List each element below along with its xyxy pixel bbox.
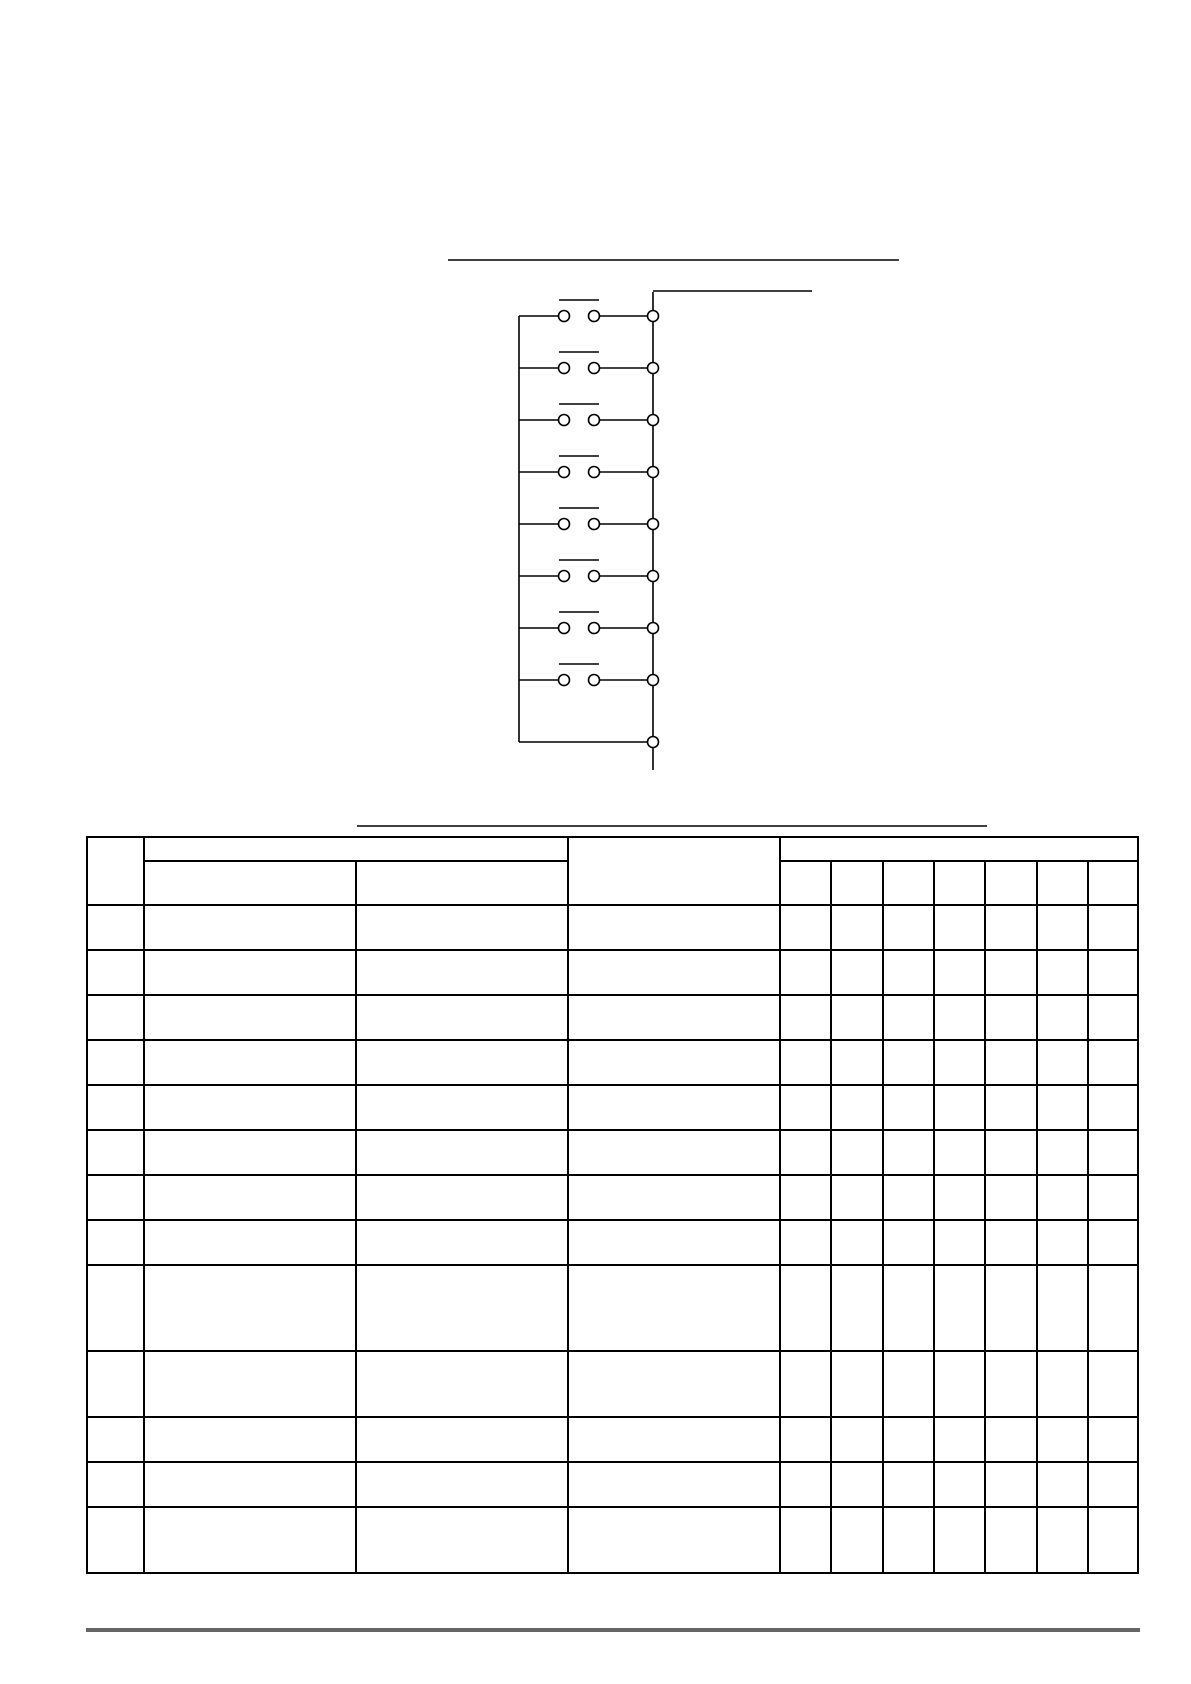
switch-contact (559, 623, 570, 634)
switch-contact (559, 519, 570, 530)
header-d-sub (1037, 861, 1088, 905)
row-b-cell (356, 1417, 568, 1462)
row-d-cell (831, 905, 883, 950)
switch-contact (559, 467, 570, 478)
row-d-cell (780, 1417, 831, 1462)
row-d-cell (831, 995, 883, 1040)
row-d-cell (1037, 995, 1088, 1040)
row-b-cell (356, 995, 568, 1040)
row-d-cell (985, 1507, 1037, 1573)
row-d-cell (934, 1417, 985, 1462)
row-d-cell (780, 1265, 831, 1351)
row-d-cell (883, 1085, 934, 1130)
terminal (648, 675, 659, 686)
row-a-cell (144, 1085, 356, 1130)
pushbutton-switch (519, 560, 659, 582)
row-b-cell (356, 1351, 568, 1417)
row-d-cell (831, 950, 883, 995)
row-a-cell (144, 1220, 356, 1265)
row-d-cell (780, 1351, 831, 1417)
table-row (87, 905, 1138, 950)
row-c-cell (568, 950, 780, 995)
pushbutton-switch (519, 664, 659, 686)
row-d-cell (1088, 1417, 1138, 1462)
row-a-cell (144, 995, 356, 1040)
row-d-cell (1088, 950, 1138, 995)
row-d-cell (883, 1417, 934, 1462)
pushbutton-switch (519, 508, 659, 530)
header-d-sub (780, 861, 831, 905)
row-d-cell (934, 1351, 985, 1417)
terminal (648, 467, 659, 478)
row-d-cell (1088, 1265, 1138, 1351)
row-d-cell (883, 1265, 934, 1351)
header-d-sub (985, 861, 1037, 905)
row-d-cell (1088, 905, 1138, 950)
footer-rule (86, 1628, 1140, 1632)
row-d-cell (780, 1462, 831, 1507)
wiring-diagram (0, 0, 1191, 800)
terminal (648, 415, 659, 426)
row-b-cell (356, 1462, 568, 1507)
row-no-cell (87, 1351, 144, 1417)
io-assignment-table (86, 836, 1139, 1574)
switch-contact (589, 467, 600, 478)
pushbutton-switch (519, 404, 659, 426)
switch-contact (559, 363, 570, 374)
switch-contact (589, 363, 600, 374)
row-d-cell (1037, 1220, 1088, 1265)
row-c-cell (568, 905, 780, 950)
header-group-d (780, 837, 1138, 861)
row-d-cell (883, 905, 934, 950)
row-d-cell (934, 1220, 985, 1265)
pushbutton-switch (519, 300, 659, 322)
header-d-sub (1088, 861, 1138, 905)
row-b-cell (356, 1507, 568, 1573)
row-no-cell (87, 950, 144, 995)
row-d-cell (1088, 1175, 1138, 1220)
row-d-cell (1088, 995, 1138, 1040)
row-d-cell (1088, 1462, 1138, 1507)
row-d-cell (934, 1130, 985, 1175)
table-row (87, 950, 1138, 995)
row-no-cell (87, 1507, 144, 1573)
row-d-cell (883, 1040, 934, 1085)
row-a-cell (144, 1507, 356, 1573)
row-d-cell (1088, 1130, 1138, 1175)
row-d-cell (831, 1130, 883, 1175)
row-d-cell (934, 1085, 985, 1130)
row-d-cell (1037, 1417, 1088, 1462)
table-row (87, 995, 1138, 1040)
row-d-cell (883, 1130, 934, 1175)
row-d-cell (934, 1462, 985, 1507)
switch-array (519, 300, 659, 686)
row-c-cell (568, 1040, 780, 1085)
row-no-cell (87, 1130, 144, 1175)
header-d-sub (831, 861, 883, 905)
row-d-cell (1037, 1085, 1088, 1130)
row-c-cell (568, 995, 780, 1040)
row-d-cell (985, 1265, 1037, 1351)
row-d-cell (780, 1040, 831, 1085)
table-row (87, 1085, 1138, 1130)
row-d-cell (831, 1175, 883, 1220)
switch-contact (559, 415, 570, 426)
row-d-cell (1037, 1351, 1088, 1417)
table-row (87, 1417, 1138, 1462)
row-d-cell (1088, 1351, 1138, 1417)
row-d-cell (780, 995, 831, 1040)
switch-contact (559, 311, 570, 322)
row-d-cell (831, 1265, 883, 1351)
header-group-a (144, 837, 568, 861)
row-c-cell (568, 1417, 780, 1462)
header-d-sub (883, 861, 934, 905)
terminal (648, 571, 659, 582)
row-a-cell (144, 950, 356, 995)
table-row (87, 1265, 1138, 1351)
row-d-cell (883, 1507, 934, 1573)
row-c-cell (568, 1130, 780, 1175)
row-d-cell (1037, 1130, 1088, 1175)
table-row (87, 1040, 1138, 1085)
row-d-cell (780, 1130, 831, 1175)
row-b-cell (356, 1220, 568, 1265)
table-row (87, 1351, 1138, 1417)
row-d-cell (1037, 1265, 1088, 1351)
table-row (87, 1220, 1138, 1265)
row-d-cell (985, 1220, 1037, 1265)
row-d-cell (985, 995, 1037, 1040)
header-group-a-sub1 (144, 861, 356, 905)
row-b-cell (356, 1040, 568, 1085)
row-d-cell (1088, 1040, 1138, 1085)
row-d-cell (934, 950, 985, 995)
row-c-cell (568, 1351, 780, 1417)
row-a-cell (144, 1462, 356, 1507)
pushbutton-switch (519, 352, 659, 374)
row-d-cell (1037, 1175, 1088, 1220)
pushbutton-switch (519, 456, 659, 478)
row-d-cell (1037, 950, 1088, 995)
row-d-cell (985, 1462, 1037, 1507)
row-d-cell (985, 1040, 1037, 1085)
row-d-cell (985, 950, 1037, 995)
terminal (648, 311, 659, 322)
row-a-cell (144, 1417, 356, 1462)
row-d-cell (1037, 1462, 1088, 1507)
row-no-cell (87, 1220, 144, 1265)
table-row (87, 1507, 1138, 1573)
row-c-cell (568, 1085, 780, 1130)
row-d-cell (934, 1175, 985, 1220)
row-a-cell (144, 905, 356, 950)
common-terminal (648, 737, 659, 748)
row-d-cell (780, 1175, 831, 1220)
switch-contact (589, 415, 600, 426)
row-c-cell (568, 1175, 780, 1220)
header-col-c (568, 837, 780, 905)
row-d-cell (780, 1220, 831, 1265)
switch-contact (589, 311, 600, 322)
row-d-cell (780, 950, 831, 995)
row-a-cell (144, 1130, 356, 1175)
row-d-cell (883, 1220, 934, 1265)
row-d-cell (883, 1175, 934, 1220)
row-no-cell (87, 1265, 144, 1351)
row-d-cell (1037, 905, 1088, 950)
row-d-cell (934, 1040, 985, 1085)
row-b-cell (356, 1130, 568, 1175)
header-d-sub (934, 861, 985, 905)
table-header-row-1 (87, 837, 1138, 861)
row-b-cell (356, 905, 568, 950)
header-no (87, 837, 144, 905)
row-no-cell (87, 905, 144, 950)
switch-contact (559, 675, 570, 686)
row-d-cell (883, 1351, 934, 1417)
row-d-cell (985, 1175, 1037, 1220)
row-d-cell (934, 1265, 985, 1351)
row-d-cell (985, 905, 1037, 950)
terminal (648, 519, 659, 530)
row-d-cell (883, 995, 934, 1040)
row-d-cell (831, 1462, 883, 1507)
row-b-cell (356, 950, 568, 995)
row-d-cell (934, 995, 985, 1040)
row-d-cell (831, 1417, 883, 1462)
row-b-cell (356, 1265, 568, 1351)
row-c-cell (568, 1462, 780, 1507)
row-d-cell (831, 1507, 883, 1573)
row-d-cell (985, 1085, 1037, 1130)
row-a-cell (144, 1351, 356, 1417)
row-no-cell (87, 1085, 144, 1130)
switch-contact (589, 675, 600, 686)
row-a-cell (144, 1265, 356, 1351)
row-d-cell (831, 1220, 883, 1265)
switch-contact (589, 571, 600, 582)
row-d-cell (985, 1351, 1037, 1417)
row-no-cell (87, 1040, 144, 1085)
row-c-cell (568, 1220, 780, 1265)
row-no-cell (87, 995, 144, 1040)
row-d-cell (1037, 1507, 1088, 1573)
row-b-cell (356, 1175, 568, 1220)
table-title-area (0, 800, 1191, 840)
switch-contact (589, 519, 600, 530)
row-d-cell (1088, 1507, 1138, 1573)
row-no-cell (87, 1417, 144, 1462)
row-d-cell (831, 1085, 883, 1130)
row-d-cell (780, 905, 831, 950)
row-a-cell (144, 1175, 356, 1220)
row-d-cell (1088, 1085, 1138, 1130)
row-d-cell (780, 1085, 831, 1130)
row-d-cell (934, 905, 985, 950)
row-d-cell (934, 1507, 985, 1573)
row-no-cell (87, 1462, 144, 1507)
row-d-cell (883, 950, 934, 995)
row-no-cell (87, 1175, 144, 1220)
row-d-cell (883, 1462, 934, 1507)
terminal (648, 363, 659, 374)
header-group-a-sub2 (356, 861, 568, 905)
switch-contact (589, 623, 600, 634)
row-c-cell (568, 1265, 780, 1351)
pushbutton-switch (519, 612, 659, 634)
table-row (87, 1130, 1138, 1175)
row-d-cell (985, 1417, 1037, 1462)
row-d-cell (831, 1351, 883, 1417)
row-a-cell (144, 1040, 356, 1085)
row-d-cell (985, 1130, 1037, 1175)
terminal (648, 623, 659, 634)
row-c-cell (568, 1507, 780, 1573)
table-row (87, 1462, 1138, 1507)
switch-contact (559, 571, 570, 582)
table-row (87, 1175, 1138, 1220)
row-b-cell (356, 1085, 568, 1130)
row-d-cell (1037, 1040, 1088, 1085)
row-d-cell (1088, 1220, 1138, 1265)
row-d-cell (780, 1507, 831, 1573)
row-d-cell (831, 1040, 883, 1085)
